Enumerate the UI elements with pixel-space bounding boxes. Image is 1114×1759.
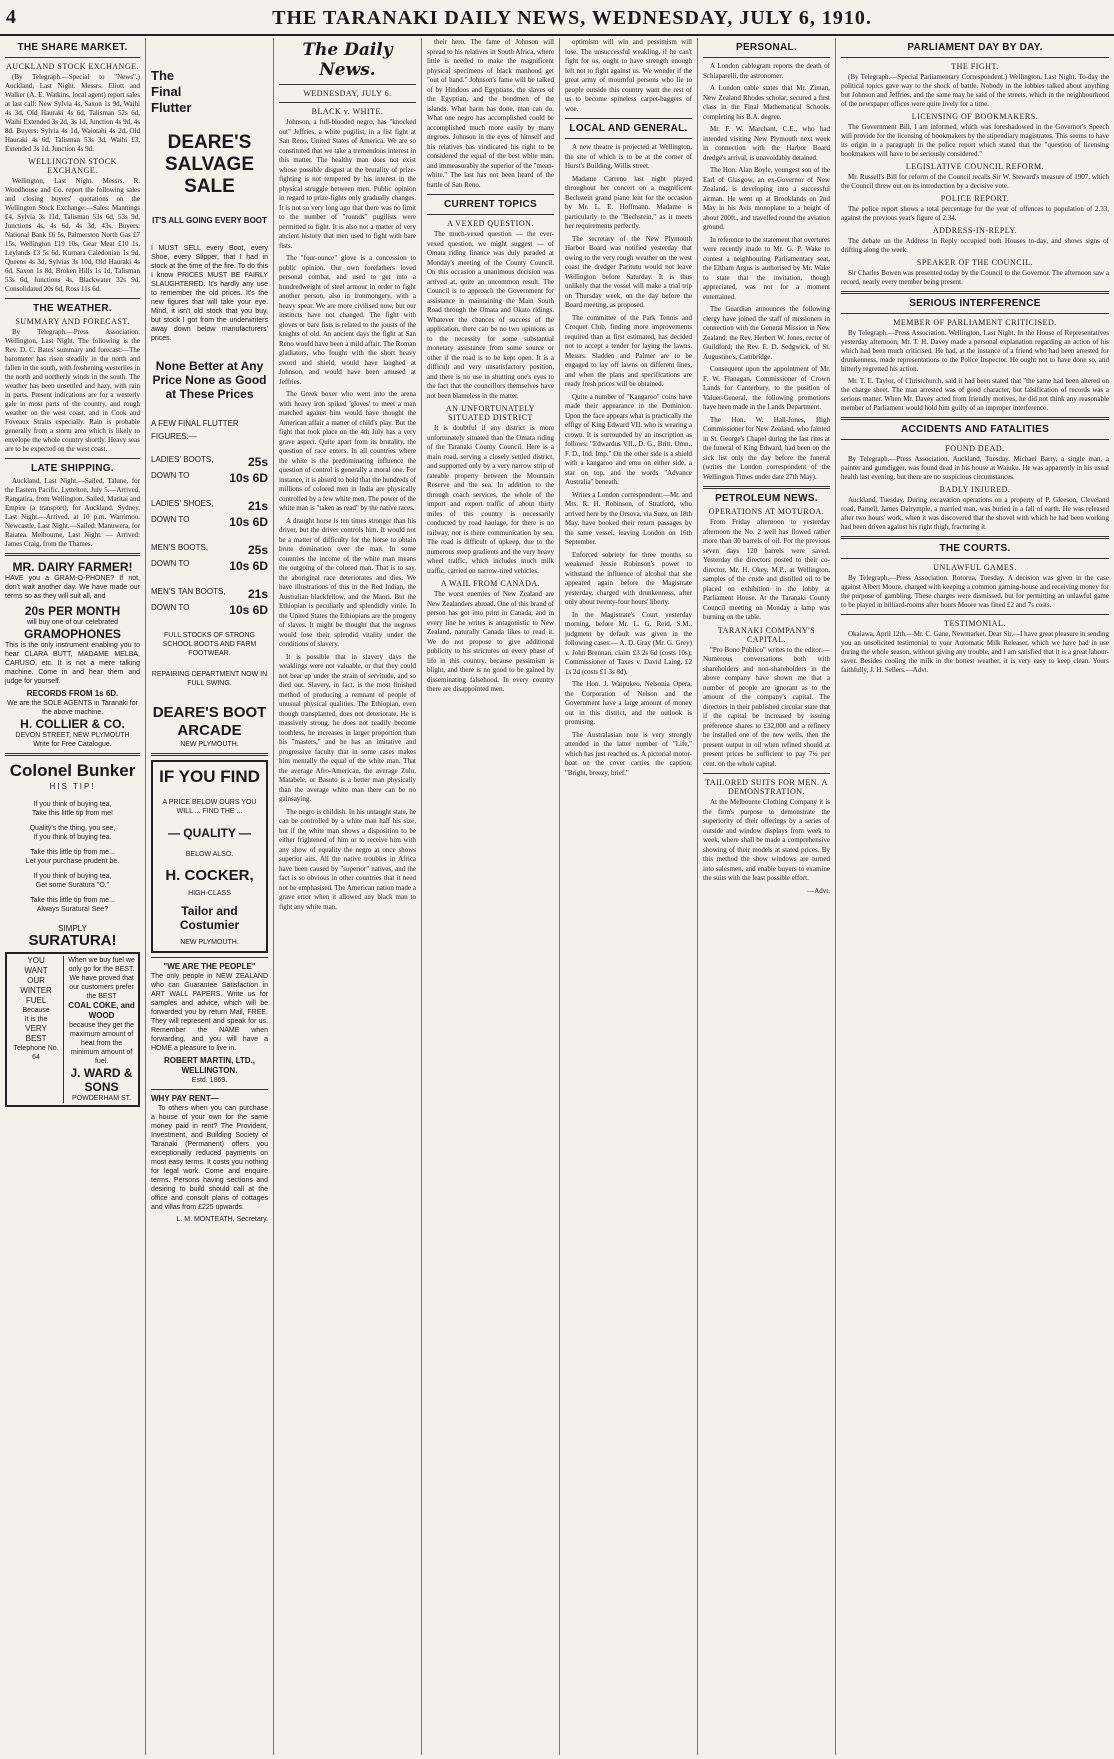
petroleum-text: From Friday afternoon to yesterday afternoon the No. 2 well has flowed rather more than 30 barrels of oil. For the previous seven days 120 barrels were saved. Yesterday the directors posted to their co-director, Mr. H. Okey, M.P., at Wellington, samples of the crude and distilled oil to be placed on exhibition in the lobby at Parliament House. At the Taranaki County Council meeting on Monday a lamp was burning on the table.: [703, 518, 830, 621]
weather-subheading: SUMMARY AND FORECAST.: [15, 317, 130, 326]
price-label: LADIES' BOOTS,: [151, 455, 214, 464]
cocker-advert: [151, 760, 268, 953]
local-item: In the Magistrate's Court yesterday morning, before Mr. L. G. Reid, S.M., judgment by default was given in the following cases:— A. D. Gray (Mr. G. Grey) v. John Brennan, claim £3 2s 6d (costs 10s); Commissioner of Taxes v. David Laing, £2 1s 2d (costs £1 3s 8d).: [565, 610, 692, 676]
vexed-question-heading: A VEXED QUESTION.: [447, 219, 534, 228]
deares-text: I MUST SELL every Boot, every Shoe, every Slipper, that I had in stock at the time of the fire. To do this I know PRICES MUST BE FAIRLY SLAUGHTERED. It's hardly any use to remember the old prices. It's the new figures that will take your eye. Mind, it isn't old stock that you buy, but stock I got from the underwriters away down below manufacturers' prices.: [151, 245, 268, 342]
rent-heading: WHY PAY RENT—: [151, 1094, 219, 1103]
below-also: BELOW ALSO.: [185, 851, 234, 858]
editorial-continued: their hero. The fame of Johnson will spread to his relatives in South Africa, where little is needed to make the magnificent physical specimens of black manhood get "out of hand." Johnson's fame will be talked of by Hindoos and Egyptians, the slaves of the Egyptian, and the bondmen of the islands. What harm has done, man can do. What one negro has accomplished could be accomplished much more easily by many negroes. Johnson in the eyes of himself and his relatives has vindicated his right to be considered the equal of the best white man, and immeasurably the superior of the "mean-white." The last has not been heard of the battle of San Reno.: [427, 38, 554, 189]
wellington-exchange-text: Wellington, Last Night. Messrs. R. Woodhouse and Co. report the following sales and closing buyers' quotations on the Wellington Stock Exchange:—Sales: Mannings £4, Sylvia 3s 11d, Talisman 53s 6d, 53s 9d, Junctions 4s, 4s 6d, 4s 3d, 43s. Buyers: National Bank £6 5s, Palmerston North Gas £7 15s, Wellington £19 10s, Gear Meat £10 1s, Leylands £3 5s 6d, Kurnara Caledonian 1s 9d, Queens 4s 3d, Sylvias 3s 10d, Old Hauraki 4s 6d, Saxon 1s 8d, Broken Hills 1s 1d, Talisman 53s 6d, Junctions 4s, Blackwater 32s 9d, Consolidated 20s 6d, Ross 11s 6d.: [5, 177, 140, 293]
dairy-text-2: will buy one of our celebrated: [26, 619, 119, 626]
coal-word: OUR: [27, 976, 45, 985]
petroleum-subheading: OPERATIONS AT MOTUROA.: [708, 507, 825, 516]
dairy-text-3: This is the only instrument enabling you to hear CLARA BUTT, MADAME MELBA, CARUSO, etc. It is not a mere talking machine. Come in and hear them and judge for yourself.: [5, 642, 140, 685]
divider: [5, 553, 140, 556]
bunker-line: Take this little tip from me!: [32, 810, 113, 817]
personal-item: A London cablegram reports the death of Schiaparelli, the astronomer.: [703, 62, 830, 80]
price-row: [151, 603, 268, 617]
capital-text: "Pro Bono Publico" writes to the editor:—Numerous conversations both with shareholders and non-shareholders in the above company have shown me that a number of people are ignorant as to the amount of the company's capital. The directors in their published circular state that if the capital be increased by issuing preference shares to £32,000 and a refinery be installed one of the new wells, then the present output in oil when refined should at present prices be sufficient to pay 7½ per cent. on the whole capital.: [703, 645, 830, 768]
column-5: [560, 38, 698, 1755]
divider: [565, 118, 692, 119]
collier-firm: H. COLLIER & CO.: [20, 717, 125, 731]
divider: [703, 773, 830, 774]
advt-mark: —Advt.: [807, 886, 830, 895]
bunker-line: Get some Suratura "O.": [35, 882, 110, 889]
personal-item: Consequent upon the appointment of Mr. F. W. Flanagan, Commissioner of Crown Lands for Canterbury, to the position of Valuer-General, the following promotions have been made in the Lands Department.: [703, 365, 830, 411]
personal-item: The Hon. W. Hall-Jones, High Commissioner for New Zealand, who fainted in St. George's Chapel during the last rites at the funeral of King Edward, had been on the sick list only the day before the funeral (writes the London correspondent of the Wellington Times under date 27th May).: [703, 415, 830, 481]
dairy-farmer-heading: MR. DAIRY FARMER!: [12, 560, 133, 574]
final-flutter: [151, 68, 268, 116]
parliament-heading: PARLIAMENT DAY BY DAY.: [907, 42, 1043, 53]
found-dead-text: By Telegraph.—Press Association. Auckland, Tuesday. Michael Barry, a single man, a painter and gumdigger, was found dead in his house at Waiuku. He was apparently in his usual health last evening, but there are no suspicious circumstances.: [841, 455, 1109, 481]
none-better: None Better at Any Price None as Good at These Prices: [152, 359, 267, 401]
coal-word: Because: [22, 1007, 50, 1014]
member-criticised-text: By Telegraph.—Press Association. Wellington, Last Night. In the House of Representatives yesterday afternoon, Mr. T. H. Davey made a personal explanation regarding an action of his which had been much criticised. He had, at the instance of a friend who had been arrested for drunkenness, made representations to the Police Inspector. He ought not to have done so, and bitterly regretted his action.: [841, 329, 1109, 373]
divider: [279, 84, 416, 85]
coal-word: WANT: [24, 966, 48, 975]
quality-line: — QUALITY —: [167, 826, 252, 840]
auckland-exchange-heading: AUCKLAND STOCK EXCHANGE.: [6, 62, 139, 71]
divider: [841, 536, 1109, 539]
local-item: Madame Carreno last night played throughout her concert on a magnificent Bechstein grand piano lent for the occasion by Mr. L. E. Hoffmann. Madame is particularly to the "Bechstein," as it meets her requirements perfectly.: [565, 174, 692, 230]
badly-injured-heading: BADLY INJURED.: [939, 485, 1011, 494]
price-to: 10s 6D: [229, 515, 268, 529]
divider: [5, 298, 140, 299]
local-item: The secretary of the New Plymouth Harbor Board was notified yesterday that owing to the very rough weather on the west coast the dredger Paritutu would not leave Wellington before Saturday. It is thus unlikely that the vessel will make a trial trip on Thursday week, on the day before the Board meeting, as proposed.: [565, 234, 692, 309]
column-2: [146, 38, 274, 1755]
local-item: The Hon. J. Waipukeo, Nelsonia Opera, the Corporation of Nelson and the Government have a large amount of money out in this district, and the outlook is promising.: [565, 680, 692, 726]
masthead: [0, 0, 1114, 36]
ward-address: POWDERHAM ST.: [72, 1095, 132, 1102]
final-flutter-word: Flutter: [151, 100, 192, 115]
rent-text: To others when you can purchase a house of your own for the same money paid in rent? The Provident, Investment, and Building Society of Taranaki (Permanent) offers you exceptionally reduced payments on most easy terms. It costs you nothing for legal work. Come and enquire terms. Persons having sections and desiring to build should call at the office and consult plans of cottages and villas from £225 upwards.: [151, 1105, 268, 1211]
down-to: DOWN TO: [151, 559, 190, 568]
tailor-line: Tailor and Costumier: [179, 904, 240, 932]
personal-item: The Hon. Alan Boyle, youngest son of the Earl of Glasgow, an ex-Governor of New Zealand, is developing into a successful airman. He went up at Brooklands on 2nd May in his Avis monoplane to a height of about 200ft., and travelled round the aviation ground.: [703, 166, 830, 231]
editorial-paragraph: Johnson, a full-blooded negro, has "knocked out" Jeffries, a white pugilist, in a fist fight at San Reno, United States of America. We are so constituted that we take a tremendous interest in this matter. The healthy man does not exist whose possible disgust at the brutality of prize-fighting is not tempered by his interest in the physical struggle between men. Public opinion in regard to prize-fights only gradually changes. It is not so very long ago that there was no limit to the number of "rounds" pugilists were permitted to fight. It is also not a matter of very ancient history that men used to fight with bare fists.: [279, 118, 416, 250]
local-item: The Australasian note is very strongly attended in the latter number of "Life," which has just reached us. A pictorial motor-boat on the cover carries the caption: "Bright, breezy, brief.": [565, 730, 692, 777]
price-label: MEN'S TAN BOOTS,: [151, 587, 226, 596]
bunker-line: Take this little tip from me...: [30, 849, 115, 856]
divider: [841, 57, 1109, 58]
editorial-heading: BLACK v. WHITE.: [311, 107, 384, 116]
all-going: IT'S ALL GOING EVERY BOOT: [152, 216, 267, 225]
local-item: Writes a London correspondent:—Mr. and Mrs. R. H. Robinson, of Stratford, who arrived here by the Orsova, via Suez, on 18th May, have booked their return passages by the same vessel, leaving London on 16th September.: [565, 490, 692, 546]
serious-interference-heading: SERIOUS INTERFERENCE: [909, 298, 1041, 309]
records-line: RECORDS FROM 1s 6D.: [26, 689, 119, 698]
licensing-text: The Government Bill, I am informed, which was foreshadowed in the Governor's Speech will provide for the licensing of bookmakers by the stipendiary magistrates. This seems to have its origin in a paragraph in the police report which stated that the "question of licensing bookmakers will have to be seriously considered.": [841, 123, 1109, 158]
coal-text-2: because they get the maximum amount of heat from the minimum amount of fuel.: [69, 1022, 135, 1065]
sole-agents-line: We are the SOLE AGENTS in Taranaki for the above machine.: [7, 700, 138, 716]
coal-telephone: Telephone No. 64: [13, 1045, 59, 1061]
personal-heading: PERSONAL.: [735, 42, 798, 53]
weather-text: By Telegraph.—Press Association. Wellington, Last Night. The following is the Rev. D. C. Bates' summary and forecast:—The barometer has risen steadily in the north and fallen in the south, with freshening westerlies in the north and northerly winds in the south. The weather has been unsettled and hazy, with rain in parts. Present indications are for a westerly gale in most parts of the country, and rough weather on the west coast, and in Cook and Foveaux Straits especially. Rain is probable generally from a storm area which is likely to envelope the whole country shortly. Heavy seas are to be expected on the west coast.: [5, 328, 140, 453]
vexed-question-text: The much-vexed question — the ever-vexed question, we might suggest — of Omata riding finance was duly paraded at Monday's meeting of the County Council. On this occasion a unanimous decision was arrived at, quite an uncommon result. The Council is to approach the Government for assistance in maintaining the Main South Road through the Omata and Okato ridings. Whatever the chances of success of the application, there can be no two opinions as to the necessity for some substantial monetary assistance from some source or other if the road is to be kept open. It is a difficult and very unsatisfactory position, and there is no use in shutting one's eyes to the fact that the councillors themselves have not been blameless in the matter.: [427, 230, 554, 400]
price-from: 25s: [247, 455, 268, 469]
current-topics-heading: CURRENT TOPICS: [444, 199, 537, 210]
local-item: Enforced sobriety for three months so weakened Jessie Robinson's power to withstand the influence of alcohol that she appeared again before the Magistrate yesterday, charged with drunkenness, after only about twenty-four hours' liberty.: [565, 550, 692, 606]
bunker-line: If you think of buying tea,: [33, 873, 112, 880]
divider: [151, 1089, 268, 1090]
collier-address: DEVON STREET, NEW PLYMOUTH: [15, 732, 130, 739]
divider: [841, 291, 1109, 294]
price-item: [151, 543, 268, 573]
member-criticised-heading: MEMBER OF PARLIAMENT CRITICISED.: [893, 318, 1057, 327]
unfortunate-district-heading: AN UNFORTUNATELY SITUATED DISTRICT: [445, 404, 536, 422]
divider: [841, 614, 1109, 615]
divider: [151, 957, 268, 958]
suratura-brand: SURATURA!: [28, 932, 117, 949]
price-item: [151, 499, 268, 529]
testimonial-text: Okaiawa, April 12th.—Mr. C. Gane, Newmarket. Dear Sir,—I have great pleasure in sending you an unsolicited testimonial to your Automatic Milk Releaser, which we have had in use during the whole season, without giving any trouble, and I am satisfied that it is a great labour-saver. Besides cooling the milk in the bottest weather, it is very easy to keep clean. Yours faithfully, J. H. Sellers.—Advt.: [841, 630, 1109, 674]
price-row: [151, 471, 268, 485]
editorial-paragraph: The "four-ounce" glove is a concession to public opinion. Our own forefathers loved personal combat, and used to get into a hundredweight of steel armour in order to fight another person, also in ironmongery, with a heavy spear. We are more civilised now, but our instincts have not changed. The fight with gloves or bare fists is related to the jousts of the knights of old. An ancient days the fight at San Reno would have been a mild affair. The Roman gladiators, who fought with the short heavy sword and shield, would have laughed at Johnson, and would have been amused at Jeffries.: [279, 254, 416, 386]
wallpaper-advert: [151, 962, 268, 1085]
school-boots: FULL STOCKS OF STRONG SCHOOL BOOTS AND FARM FOOTWEAR.: [162, 632, 257, 657]
down-to: DOWN TO: [151, 471, 190, 480]
found-dead-heading: FOUND DEAD.: [945, 444, 1005, 453]
suratura-advert: [5, 760, 140, 948]
price-item: [151, 455, 268, 485]
coal-word: It is the: [24, 1016, 48, 1023]
cocker-place: NEW PLYMOUTH.: [180, 939, 239, 946]
petroleum-heading: PETROLEUM NEWS.: [715, 493, 818, 504]
arcade-place: NEW PLYMOUTH.: [180, 741, 239, 748]
speaker-text: Sir Charles Bowen was presented today by the Council to the Governor. The afternoon saw a record, nearly every member being present.: [841, 269, 1109, 286]
coal-product: COAL COKE, and WOOD: [68, 1001, 135, 1020]
capital-heading: TARANAKI COMPANY'S CAPITAL.: [717, 625, 816, 644]
column-7: [836, 38, 1114, 1755]
unfortunate-district-text: It is doubtful if any district is more unfortunately situated than the Omata riding of the Taranaki County Council. Here is a main road, serving a closely settled district, and supported only by a very narrow strip of rateable property between the Mountain Reserve and the sea. In addition to the through coach services, the whole of the import and export traffic of about thirty miles of this country is necessarily conducted by road haulage, for there is no railway, nor is there communication by sea. The road is difficult of upkeep, due to the numerous steep gradients and the very heavy wheel traffic, which includes much milk traffic, carried on narrow-tired vehicles.: [427, 424, 554, 575]
column-6: [698, 38, 836, 1755]
building-society-advert: [151, 1094, 268, 1224]
price-to: 10s 6D: [229, 603, 268, 617]
wellington-exchange-heading: WELLINGTON STOCK EXCHANGE.: [28, 157, 117, 175]
coal-word: WINTER: [20, 986, 52, 995]
testimonial-heading: TESTIMONIAL.: [944, 619, 1006, 628]
personal-item: Mr. F. W. Marchant, C.E., who had intended visiting New Plymouth next week in connection with the Harbor Board dredge's arrival, is unavoidably detained.: [703, 125, 830, 162]
we-are-people: "WE ARE THE PEOPLE": [163, 962, 256, 971]
coal-right: [64, 956, 136, 1103]
price-below: A PRICE BELOW OURS YOU WILL ... FIND THE ...: [162, 799, 257, 815]
deares-title: DEARE'S SALVAGE SALE: [164, 132, 255, 197]
coal-advert: [5, 952, 140, 1107]
divider: [703, 486, 830, 489]
price-list: [151, 455, 268, 617]
price-to: 10s 6D: [229, 559, 268, 573]
police-report-heading: POLICE REPORT.: [940, 194, 1010, 203]
legislative-heading: LEGISLATIVE COUNCIL REFORM.: [905, 162, 1045, 171]
divider: [427, 194, 554, 195]
divider: [703, 57, 830, 58]
badly-injured-text: Auckland, Tuesday. During excavation operations on a property of P. Gleeson, Cleveland road, Parnell, James Dalrymple, a married man, was buried in a fall of earth. He was released after two hours' work, when it was discovered that the shovel with which he had been working had been driven against his right thigh, fracturing it.: [841, 496, 1109, 531]
local-general-heading: LOCAL AND GENERAL.: [569, 123, 688, 134]
local-item: A new theatre is projected at Wellington, the site of which is to be at the corner of Hurst's Building, Willis street.: [565, 143, 692, 170]
high-class: HIGH-CLASS: [188, 890, 231, 897]
column-3: [274, 38, 422, 1755]
tailored-suits-heading: TAILORED SUITS FOR MEN. A DEMONSTRATION.: [705, 778, 828, 796]
fight-text: (By Telegraph.—Special Parliamentary Correspondent.) Wellington, Last Night. To-day the political topics gave way to the shock of battle. Nobody in the lobbies talked about anything but Johnson and Jeffries, and the same may be said of the streets, which in the neighbourhood of the newspaper offices were quite lively for a time.: [841, 73, 1109, 108]
personal-item: The Guardian announces the following clergy have joined the staff of missioners in connection with the General Mission in New Zealand: the Rev. Herbert W. Jones, rector of Guildford; the Rev. E. D. Sedgwick, of St. Augustine's, Cambridge.: [703, 305, 830, 361]
divider: [841, 558, 1109, 559]
price-from: 21s: [247, 499, 268, 513]
dairy-price: 20s PER MONTH: [24, 604, 121, 618]
dairy-text-1: HAVE you a GRAM-O-PHONE? If not, don't wait another day. We have made our terms so as they will suit all, and: [5, 575, 140, 600]
auckland-exchange-text: (By Telegraph.—Special to "News".) Auckland, Last Night. Messrs. Eliott and Walker (A. E. Watkins, local agent) report sales at last call: New Sylvia 4s, Saxon 1s 9d, Waihi 4s 3d, Old Hauraki 4s 6d, Talisman 52s 6d, Waihi Extended 3s 2d, 3s 1d, Junction 4s 9d, 4s 8d. Buyers: Sylvia 4s 1d, Waiotahi 4s 2d, Old Hauraki 4s 6d, Talisman 53s 3d, Waihi £3, Extended 3s 1d, Junction 4s 9d.: [5, 73, 140, 153]
editorial-paragraph: The negro is childish. In his untaught state, he can be controlled by a white man half his size, but if the white man shows a disposition to be either frightened of him or to receive him with any show of equality the negro at once shows superior airs. All the native troubles in Africa have been caused by "superior" natives, and the fact is so obvious in other countries that it need not be emphasised. The American nation made a grave error when it allowed any black man to fight any white man.: [279, 807, 416, 911]
bunker-line: If you think of buying tea.: [33, 834, 112, 841]
robert-martin: ROBERT MARTIN, LTD., WELLINGTON.: [164, 1056, 255, 1075]
editorial-paragraph: A draught horse is ten times stronger than his driver, but the driver controls him. It would not be a matter of difficulty for the horse to obtain brute domination over the man. In some countries the income of the white man means the outgoing of the colored man. That is to say, the aboriginal race deteriorates and dies. We have illustrations of this in the Red Indian, the Australian blackfellow, and the Maori. But the Ethiopian is peculiarly and splendidly virile. In the United States the Ethiopians are the progeny of slaves. It might be thought that the negroes would lose their splendid vitality under the conditions of slavery.: [279, 516, 416, 648]
divider: [565, 138, 692, 139]
price-label: MEN'S BOOTS,: [151, 543, 209, 552]
weather-heading: THE WEATHER.: [33, 303, 112, 314]
coal-left: [9, 956, 64, 1103]
price-item: [151, 587, 268, 617]
price-row: [151, 455, 268, 469]
address-reply-heading: ADDRESS-IN-REPLY.: [932, 226, 1018, 235]
bunker-title: Colonel Bunker: [9, 761, 136, 780]
gramophone-advert: [5, 560, 140, 749]
wail-canada-heading: A WAIL FROM CANADA.: [440, 579, 541, 588]
divider: [841, 417, 1109, 420]
divider: [5, 753, 140, 756]
local-item: Quite a number of "Kangaroo" coins have made their appearance in the Dominion. Upon the face appears what is practically the effigy of King Edward VII, who is wearing a crown. It is surrounded by an inscription as follows: "Edwardus VII., D. G., Britt. Omn., F. D., Ind. Imp." On the other side is a shield with a kangaroo and emu on either side, a star on top, and the words "Advance Australia" beneath.: [565, 392, 692, 486]
divider: [279, 102, 416, 103]
bunker-sub: HIS TIP!: [49, 782, 96, 791]
unlawful-games-text: By Telegraph.—Press Association. Rotorua, Tuesday. A decision was given in the case against Albert Moore, charged with keeping a common gaming-house and receiving money for the purpose of gambling. These charges were dismissed, but for permitting an unlawful game to be played in billiard-rooms after hours Moore was fined £2 and 7s costs.: [841, 574, 1109, 609]
down-to: DOWN TO: [151, 515, 190, 524]
police-report-text: The police report shows a total percentage for the year of offences to population of 2.33, against the previous year's figure of 2.34.: [841, 205, 1109, 222]
catalogue-line: Write for Free Catalogue.: [33, 741, 112, 748]
price-from: 21s: [247, 587, 268, 601]
deares-salvage-advert: [151, 68, 268, 749]
divider: [427, 214, 554, 215]
price-label: LADIES' SHOES,: [151, 499, 214, 508]
tailored-suits-text: At the Melbourne Clothing Company it is the firm's purpose to demonstrate the superiority of their offerings by a series of outside and window displays from week to week, where shall be made a comprehensive showing of their models at stated prices. By this method the show windows are turned into salesmen, and enable buyers to examine the suits with the least possible effort.: [703, 798, 830, 882]
speaker-heading: SPEAKER OF THE COUNCIL.: [916, 258, 1034, 267]
divider: [841, 313, 1109, 314]
price-row: [151, 515, 268, 529]
fight-heading: THE FIGHT.: [951, 62, 999, 71]
wail-canada-text: The worst enemies of New Zealand are New Zealanders abroad. One of this brand of person has got into print in Canada, and in every line he writes is antagonistic to New Zealand, naturally Canada likes to read it. We do not propose to give additional publicity to his strictures on every phase of life in this country, because pessimism is blight, and there is no good to be gained by disseminating falsehood. In every country there are disappointed men.: [427, 590, 554, 693]
address-reply-text: The debate on the Address in Reply occupied both Houses to-day, and shows signs of drifting along the week.: [841, 237, 1109, 254]
bunker-line: Take this little tip from me...: [30, 897, 115, 904]
price-to: 10s 6D: [229, 471, 268, 485]
editorial-paragraph: It is possible that in slavery days the weaklings were not valuable, or that they could not bear up under the strain of servitude, and so died out. Slavery, in fact, is the most finished method of producing a remnant of people of unusual physical qualities. The Ethiopian, even though transplanted, does not deteriorate. He is massively strong, he does not readily become toothless, he increases in larger proportion than his "masters," and he has an imitative and progressive faculty that in some cases makes him mentally the equal of the white man. That the average Afro-American, the average Zulu, Matabele, or Basuto is a better man physically than the average white man there can be no gainsaying.: [279, 652, 416, 803]
bunker-line: If you think of buying tea,: [33, 801, 112, 808]
if-you-find: IF YOU FIND: [159, 767, 260, 786]
bunker-line: Let your purchase prudent be.: [25, 858, 120, 865]
divider: [841, 439, 1109, 440]
ward-firm: J. WARD & SONS: [70, 1066, 133, 1094]
personal-item: In reference to the statement that overtures were recently made to Mr. G. P. Wake to contest a neighbouring Parliamentary seat, the Eltham Argus is authorised by Mr. Wake to state that the invitation, though appreciated, was not for a moment entertained.: [703, 235, 830, 301]
price-row: [151, 543, 268, 557]
coal-text: When we buy fuel we only go for the BEST. We have proved that our customers prefer the BEST: [68, 957, 135, 1000]
few-final: A FEW FINAL FLUTTER FIGURES:—: [151, 419, 239, 441]
divider: [151, 753, 268, 756]
down-to: DOWN TO: [151, 603, 190, 612]
newspaper-title: THE TARANAKI DAILY NEWS, WEDNESDAY, JULY 6, 1910.: [272, 7, 872, 29]
final-flutter-word: The: [151, 68, 175, 83]
boot-arcade: DEARE'S BOOT ARCADE: [152, 704, 267, 739]
coal-word: BEST: [25, 1034, 47, 1043]
divider: [5, 57, 140, 58]
bunker-line: Always Suratura! See?: [36, 906, 109, 913]
taylor-text: Mr. T. E. Taylor, of Christchurch, said it had been stated that "the same had been altered on the charge sheet. The man arrested was of good character, but falsification of records was a serious matter. When Mr. Davey acted from friendly motives, he did not think any reasonable member of Parliament would hold him guilty of an improper interference.: [841, 377, 1109, 412]
price-row: [151, 499, 268, 513]
editorial-paragraph: The Greek boxer who went into the arena with heavy iron spiked 'gloves' to meet a man matched against him would have thought the American affair a matter of child's play. But the fight that took place on the 4th July has a very grave aspect. Quite apart from its brutality, the question of race enters. In all countries where the white is the predominating influence the question of control is generally a moral one. For instance, it is absurd to hold that the hundreds of millions of colored men in India are physically controlled by a few white men. The power of the white man is "taken as read" by the native races.: [279, 390, 416, 512]
editorial-masthead: The Daily News.: [302, 40, 393, 80]
column-4: [422, 38, 560, 1755]
courts-heading: THE COURTS.: [939, 543, 1011, 554]
bunker-line: Quality's the thing, you see,: [29, 825, 116, 832]
local-item: The committee of the Park Tennis and Croquet Club, finding more improvements required than at first estimated, has decided not to accept a tender for laying the lawns. Messrs. Sladden and Palmer are to be engaged to lay off lawns on different lines, and when the plans and specifications are ready fresh prices will be obtained.: [565, 313, 692, 388]
final-flutter-word: Final: [151, 84, 182, 99]
licensing-heading: LICENSING OF BOOKMAKERS.: [911, 112, 1039, 121]
price-from: 25s: [247, 543, 268, 557]
page-number: 4: [6, 6, 16, 28]
simply-label: SIMPLY: [58, 924, 87, 933]
coal-word: YOU: [27, 956, 45, 965]
estd: Estd. 1869.: [191, 1077, 228, 1084]
editorial-date: WEDNESDAY, JULY 6.: [303, 89, 392, 98]
share-market-heading: THE SHARE MARKET.: [17, 42, 128, 53]
legislative-text: Mr. Russell's Bill for reform of the Council recalls Sir W. Steward's measure of 1907, which the Council threw out on its introduction by a decisive vote.: [841, 173, 1109, 190]
column-1: [0, 38, 146, 1755]
coal-word: VERY: [25, 1024, 47, 1033]
monteath-secretary: L. M. MONTEATH, Secretary.: [176, 1216, 268, 1223]
accidents-heading: ACCIDENTS AND FATALITIES: [900, 424, 1050, 435]
wail-continued: optimism will win and pessimism will lose. The unsuccessful weakling, if he can't fight for us, ought to have strength enough left not to fight against us. We wonder if the great army of mournful persons who lie to people outside this country want the rest of us to become spineless carpet-baggers of woe.: [565, 38, 692, 113]
repairing-dept: REPAIRING DEPARTMENT NOW IN FULL SWING.: [151, 671, 268, 687]
shipping-text: Auckland, Last Night.—Sailed, Talune, for the Eastern Pacific. Lyttelton, July 5.—Arrived, Rangatira, from Wellington. Sailed, Maritai and Empire (a transport), for Auckland. Sydney, Last Night.—Arrived, at 10 p.m. Warrimoo. Newcastle, Last Night.—Sailed: Manuwera, for Raiatea. Melbourne, Last Night. — Arrived: James Craig, from the Thames.: [5, 477, 140, 548]
coal-word: FUEL: [25, 996, 47, 1005]
price-row: [151, 587, 268, 601]
cocker-firm: H. COCKER,: [165, 867, 254, 884]
price-row: [151, 559, 268, 573]
gramophones-heading: GRAMOPHONES: [24, 627, 121, 641]
divider: [5, 458, 140, 459]
unlawful-games-heading: UNLAWFUL GAMES.: [933, 563, 1017, 572]
personal-item: A London cable states that Mr. Ziman, New Zealand Rhodes scholar, secured a first class in the Final Mathematical Schools, completing his B.A. degree.: [703, 84, 830, 121]
shipping-heading: LATE SHIPPING.: [31, 463, 114, 474]
wallpaper-text: The only people in NEW ZEALAND who can Guarantee Satisfaction in ART WALL PAPERS. Write us for samples and advice, which will be forwarded you by return Mail, FREE. They will represent and speak for us. Remember the NAME when forwarding, and you will have a HOME a pleasure to live in.: [151, 973, 268, 1052]
